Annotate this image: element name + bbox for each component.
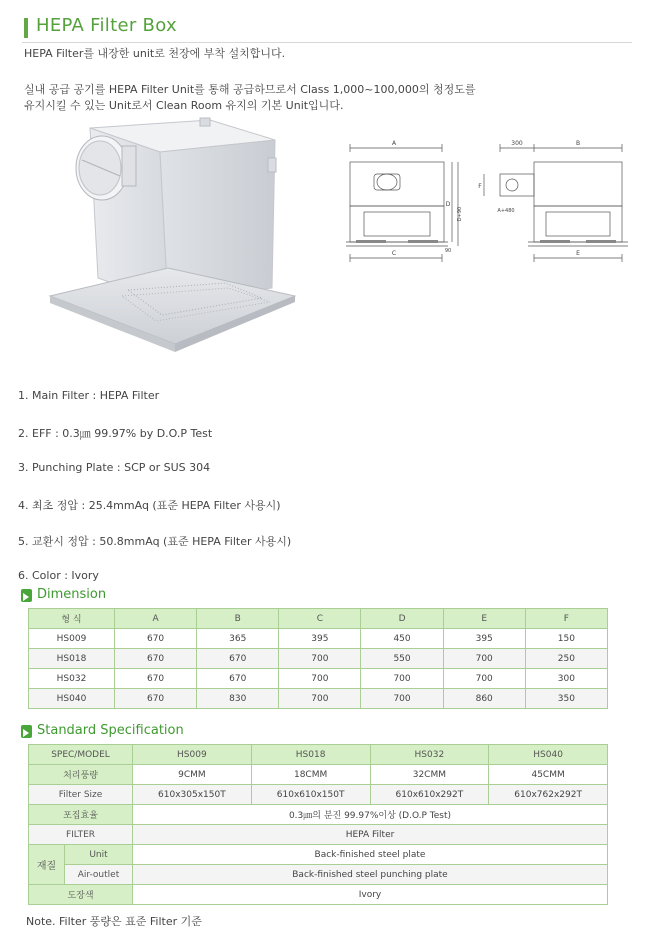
table-cell: 670: [115, 669, 197, 689]
dimension-header-cell: A: [115, 609, 197, 629]
dimension-header-cell: E: [443, 609, 525, 629]
product-image: [50, 118, 300, 358]
standard-spec-table: [28, 744, 608, 905]
label-90: 90: [444, 248, 452, 254]
table-row: [29, 765, 608, 785]
table-cell: 670: [115, 649, 197, 669]
table-cell: 350: [525, 689, 607, 709]
table-cell: 550: [361, 649, 443, 669]
section-arrow-icon: [21, 725, 32, 738]
title-marker: [24, 18, 28, 38]
table-row: [29, 689, 608, 709]
standard-header-cell: HS040: [489, 745, 608, 765]
label-d90: D+90: [457, 206, 463, 222]
table-cell: 32CMM: [370, 765, 489, 785]
row-label: Air-outlet: [65, 865, 133, 885]
dimension-header-row: [29, 609, 608, 629]
side-view-drawing: [472, 134, 634, 264]
table-cell: 830: [197, 689, 279, 709]
table-cell: 45CMM: [489, 765, 608, 785]
table-cell: 700: [279, 649, 361, 669]
table-cell: 250: [525, 649, 607, 669]
page-title: HEPA Filter Box: [36, 15, 177, 36]
label-a480: A+480: [497, 208, 515, 214]
table-cell: 150: [525, 629, 607, 649]
table-cell: 700: [361, 689, 443, 709]
table-cell: 670: [197, 649, 279, 669]
spec-eff: 2. EFF : 0.3㎛ 99.97% by D.O.P Test: [18, 427, 213, 440]
table-cell: 0.3㎛의 분진 99.97%이상 (D.O.P Test): [133, 805, 608, 825]
spec-replace-pressure: 5. 교환시 정압 : 50.8mmAq (표준 HEPA Filter 사용시): [18, 535, 292, 548]
section-arrow-icon: [21, 589, 32, 602]
table-cell: 700: [443, 669, 525, 689]
label-300: 300: [511, 140, 523, 147]
row-label: Unit: [65, 845, 133, 865]
dimension-header-cell: F: [525, 609, 607, 629]
dimension-header-cell: 형 식: [29, 609, 115, 629]
table-row: [29, 885, 608, 905]
table-cell: 860: [443, 689, 525, 709]
row-label: FILTER: [29, 825, 133, 845]
intro-line-3: 유지시킬 수 있는 Unit로서 Clean Room 유지의 기본 Unit입니다.: [24, 99, 344, 112]
table-cell: 365: [197, 629, 279, 649]
spec-punching-plate: 3. Punching Plate : SCP or SUS 304: [18, 461, 211, 474]
table-cell: 450: [361, 629, 443, 649]
table-cell: HS018: [29, 649, 115, 669]
standard-header-cell: SPEC/MODEL: [29, 745, 133, 765]
row-label: 처리풍량: [29, 765, 133, 785]
standard-header-cell: HS009: [133, 745, 252, 765]
label-d: D: [445, 201, 451, 208]
table-cell: 610x610x150T: [251, 785, 370, 805]
table-row: [29, 805, 608, 825]
table-row: [29, 649, 608, 669]
table-cell: 670: [197, 669, 279, 689]
table-cell: 300: [525, 669, 607, 689]
table-cell: Back-finished steel punching plate: [133, 865, 608, 885]
label-a: A: [391, 140, 397, 147]
table-cell: HS009: [29, 629, 115, 649]
table-cell: HEPA Filter: [133, 825, 608, 845]
row-label: 재질: [29, 845, 65, 885]
page-title-bar: [22, 14, 632, 43]
dimension-header-cell: B: [197, 609, 279, 629]
footnote: Note. Filter 풍량은 표준 Filter 기준: [26, 915, 202, 928]
table-row: [29, 825, 608, 845]
table-cell: 670: [115, 689, 197, 709]
table-row: [29, 669, 608, 689]
table-cell: Back-finished steel plate: [133, 845, 608, 865]
standard-spec-title: Standard Specification: [37, 723, 184, 738]
spec-initial-pressure: 4. 최초 정압 : 25.4mmAq (표준 HEPA Filter 사용시): [18, 499, 281, 512]
label-e: E: [576, 250, 580, 257]
table-cell: HS032: [29, 669, 115, 689]
table-cell: 700: [279, 669, 361, 689]
row-label: 도장색: [29, 885, 133, 905]
standard-header-cell: HS018: [251, 745, 370, 765]
row-label: 포집효율: [29, 805, 133, 825]
spec-main-filter: 1. Main Filter : HEPA Filter: [18, 389, 160, 402]
table-cell: 610x305x150T: [133, 785, 252, 805]
label-b: B: [575, 140, 581, 147]
standard-header-row: [29, 745, 608, 765]
intro-line-1: HEPA Filter를 내장한 unit로 천장에 부착 설치합니다.: [24, 47, 286, 60]
table-cell: 395: [443, 629, 525, 649]
table-cell: Ivory: [133, 885, 608, 905]
table-cell: 18CMM: [251, 765, 370, 785]
table-row: [29, 629, 608, 649]
label-f: F: [478, 183, 482, 190]
table-cell: 670: [115, 629, 197, 649]
row-label: Filter Size: [29, 785, 133, 805]
table-cell: 610x610x292T: [370, 785, 489, 805]
table-cell: 9CMM: [133, 765, 252, 785]
table-row: [29, 865, 608, 885]
standard-header-cell: HS032: [370, 745, 489, 765]
dimension-header-cell: C: [279, 609, 361, 629]
dimension-header-cell: D: [361, 609, 443, 629]
front-view-drawing: [342, 134, 462, 264]
table-cell: 395: [279, 629, 361, 649]
dimension-table: [28, 608, 608, 709]
dimension-title: Dimension: [37, 587, 107, 602]
table-cell: HS040: [29, 689, 115, 709]
table-cell: 700: [443, 649, 525, 669]
table-cell: 700: [279, 689, 361, 709]
table-cell: 700: [361, 669, 443, 689]
table-cell: 610x762x292T: [489, 785, 608, 805]
intro-line-2: 실내 공급 공기를 HEPA Filter Unit를 통해 공급하므로서 Class 1,000~100,000의 청정도를: [24, 83, 476, 96]
table-row: [29, 845, 608, 865]
spec-color: 6. Color : Ivory: [18, 569, 99, 582]
label-c: C: [391, 250, 397, 257]
table-row: [29, 785, 608, 805]
